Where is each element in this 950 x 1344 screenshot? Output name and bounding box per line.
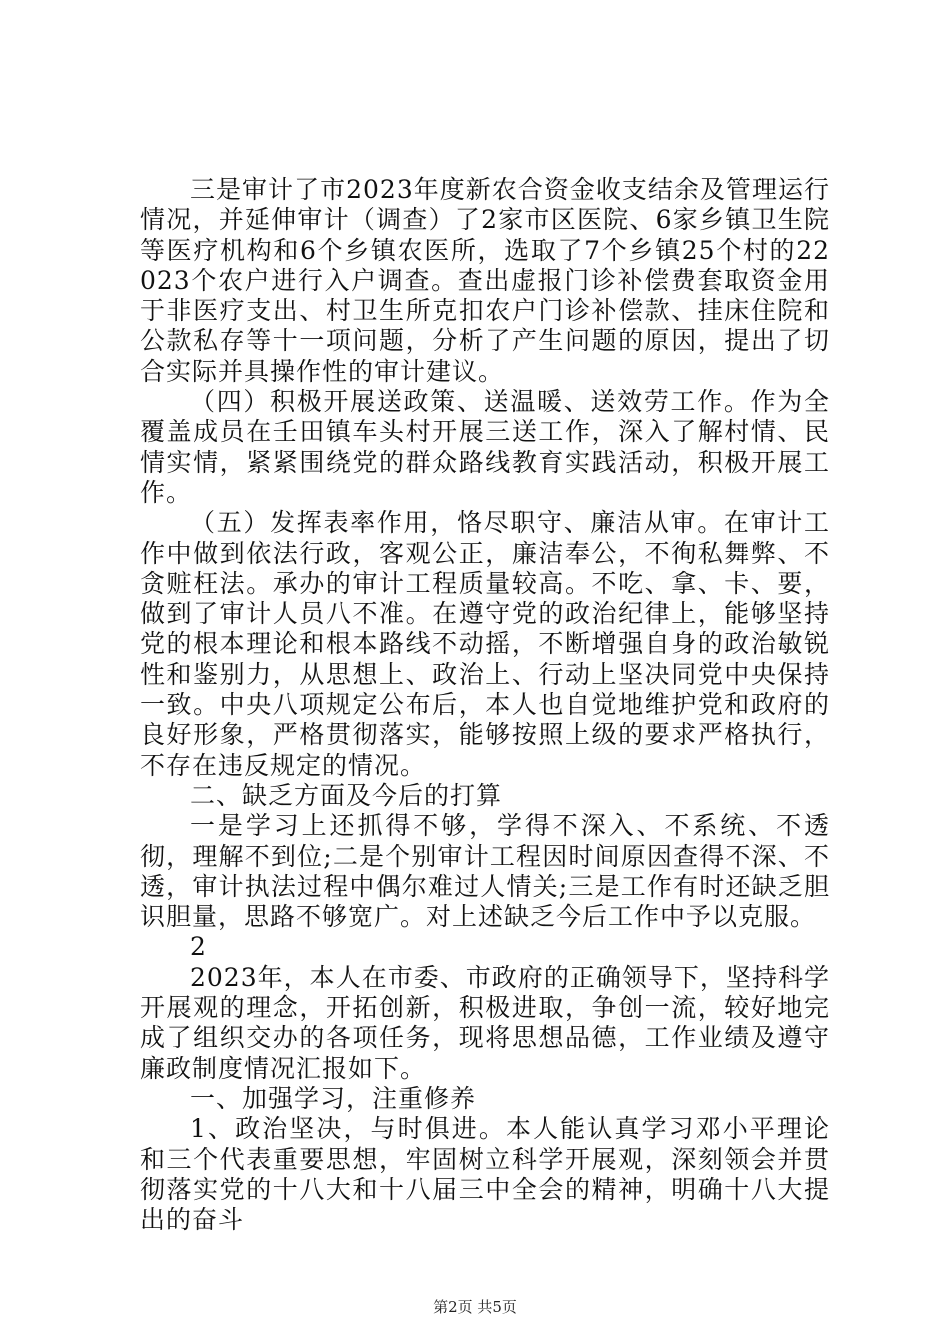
page-footer: 第2页 共5页	[433, 1298, 517, 1316]
paragraph-audit-rural-medical: 三是审计了市2023年度新农合资金收支结余及管理运行情况，并延伸审计（调查）了2家市区医院、6家乡镇卫生院等医疗机构和6个乡镇农医所，选取了7个乡镇25个村的22023个农户进行入户调查。查出虚报门诊补偿费套取资金用于非医疗支出、村卫生所克扣农户门诊补偿款、挂床住院和公款私存等十一项问题，分析了产生问题的原因，提出了切合实际并具操作性的审计建议。	[140, 175, 830, 386]
paragraph-exemplary-role: （五）发挥表率作用，恪尽职守、廉洁从审。在审计工作中做到依法行政，客观公正，廉洁奉公，不徇私舞弊、不贪赃枉法。承办的审计工程质量较高。不吃、拿、卡、要，做到了审计人员八不准。在遵守党的政治纪律上，能够坚持党的根本理论和根本路线不动摇，不断增强自身的政治敏锐性和鉴别力，从思想上、政治上、行动上坚决同党中央保持一致。中央八项规定公布后，本人也自觉地维护党和政府的良好形象，严格贯彻落实，能够按照上级的要求严格执行，不存在违反规定的情况。	[140, 508, 830, 780]
document-body	[140, 175, 830, 1235]
section-heading-study: 一、加强学习，注重修养	[190, 1083, 477, 1113]
paragraph-shortcomings: 一是学习上还抓得不够，学得不深入、不系统、不透彻，理解不到位;二是个别审计工程因时间原因查得不深、不透，审计执法过程中偶尔难过人情关;三是工作有时还缺乏胆识胆量，思路不够宽广。对上述缺乏今后工作中予以克服。	[140, 811, 830, 932]
paragraph-three-sends: （四）积极开展送政策、送温暖、送效劳工作。作为全覆盖成员在壬田镇车头村开展三送工作，深入了解村情、民情实情，紧紧围绕党的群众路线教育实践活动，积极开展工作。	[140, 387, 830, 507]
paragraph-intro-2023: 2023年，本人在市委、市政府的正确领导下，坚持科学开展观的理念，开拓创新，积极进取，争创一流，较好地完成了组织交办的各项任务，现将思想品德，工作业绩及遵守廉政制度情况汇报如下。	[140, 962, 830, 1083]
paragraph-political: 1、政治坚决，与时俱进。本人能认真学习邓小平理论和三个代表重要思想，牢固树立科学开展观，深刻领会并贯彻落实党的十八大和十八届三中全会的精神，明确十八大提出的奋斗	[140, 1114, 830, 1235]
section-heading-shortcomings: 二、缺乏方面及今后的打算	[190, 780, 503, 810]
section-number: 2	[190, 932, 207, 962]
